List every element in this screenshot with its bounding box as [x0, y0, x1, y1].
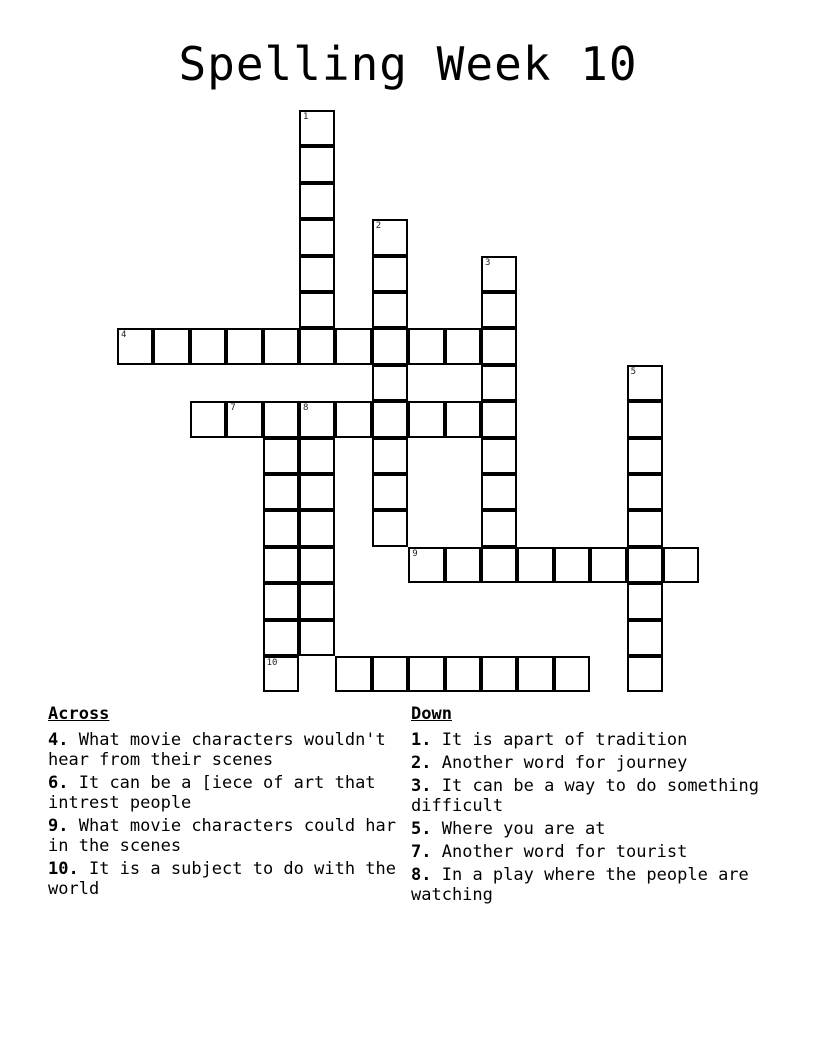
- grid-cell[interactable]: [372, 438, 408, 474]
- across-clue: [48, 730, 398, 770]
- clue-number: 9: [412, 548, 418, 559]
- grid-cell[interactable]: [372, 401, 408, 437]
- grid-cell[interactable]: [299, 474, 335, 510]
- grid-cell[interactable]: [117, 328, 153, 364]
- grid-cell[interactable]: [263, 438, 299, 474]
- grid-cell[interactable]: [299, 620, 335, 656]
- grid-cell[interactable]: [408, 547, 444, 583]
- grid-cell[interactable]: [372, 219, 408, 255]
- grid-cell[interactable]: [153, 328, 189, 364]
- clue-number: 4: [121, 330, 127, 341]
- grid-cell[interactable]: [627, 583, 663, 619]
- grid-cell[interactable]: [299, 438, 335, 474]
- grid-cell[interactable]: [263, 656, 299, 692]
- grid-cell[interactable]: [263, 328, 299, 364]
- down-heading: Down: [411, 704, 452, 724]
- clue-num: 3.: [411, 776, 432, 796]
- clue-number: 7: [230, 403, 236, 414]
- grid-cell[interactable]: [372, 328, 408, 364]
- grid-cell[interactable]: [372, 292, 408, 328]
- grid-cell[interactable]: [299, 547, 335, 583]
- grid-cell[interactable]: [335, 656, 371, 692]
- down-clue: [411, 776, 771, 816]
- grid-cell[interactable]: [554, 547, 590, 583]
- across-heading: Across: [48, 704, 110, 724]
- grid-cell[interactable]: [481, 328, 517, 364]
- grid-cell[interactable]: [299, 292, 335, 328]
- grid-cell[interactable]: [627, 401, 663, 437]
- grid-cell[interactable]: [190, 328, 226, 364]
- grid-cell[interactable]: [481, 365, 517, 401]
- grid-cell[interactable]: [481, 510, 517, 546]
- clue-num: 8.: [411, 865, 432, 885]
- clue-number: 3: [485, 257, 491, 268]
- grid-cell[interactable]: [627, 510, 663, 546]
- grid-cell[interactable]: [627, 438, 663, 474]
- grid-cell[interactable]: [299, 583, 335, 619]
- clue-text: It is apart of tradition: [441, 730, 688, 750]
- grid-cell[interactable]: [481, 256, 517, 292]
- down-clue-list: [411, 730, 771, 905]
- clue-text: It can be a way to do something difficult: [411, 776, 760, 816]
- clue-num: 1.: [411, 730, 432, 750]
- clue-number: 1: [303, 112, 309, 122]
- grid-cell[interactable]: [372, 510, 408, 546]
- down-clues: [411, 704, 771, 908]
- grid-cell[interactable]: [554, 656, 590, 692]
- grid-cell[interactable]: [627, 620, 663, 656]
- grid-cell[interactable]: [372, 474, 408, 510]
- grid-cell[interactable]: [299, 510, 335, 546]
- grid-cell[interactable]: [408, 328, 444, 364]
- grid-cell[interactable]: [445, 328, 481, 364]
- grid-cell[interactable]: [590, 547, 626, 583]
- grid-cell[interactable]: [372, 365, 408, 401]
- clue-number: 10: [266, 658, 278, 668]
- grid-cell[interactable]: [299, 219, 335, 255]
- clue-text: What movie characters wouldn't hear from their scenes: [48, 730, 386, 770]
- grid-cell[interactable]: [481, 547, 517, 583]
- down-clue: [411, 819, 771, 839]
- across-clue-list: [48, 730, 398, 899]
- clue-text: It can be a [iece of art that intrest people: [48, 773, 376, 813]
- grid-cell[interactable]: [263, 510, 299, 546]
- grid-cell[interactable]: [263, 474, 299, 510]
- grid-cell[interactable]: [263, 620, 299, 656]
- grid-cell[interactable]: [408, 656, 444, 692]
- clue-number: 5: [630, 366, 637, 377]
- across-clues: [48, 704, 398, 902]
- grid-cell[interactable]: [663, 547, 699, 583]
- grid-cell[interactable]: [299, 256, 335, 292]
- grid-cell[interactable]: [299, 183, 335, 219]
- grid-cell[interactable]: [517, 547, 553, 583]
- grid-cell[interactable]: [408, 401, 444, 437]
- grid-cell[interactable]: [445, 547, 481, 583]
- grid-cell[interactable]: [481, 292, 517, 328]
- grid-cell[interactable]: [335, 401, 371, 437]
- clue-num: 6.: [48, 773, 69, 793]
- grid-cell[interactable]: [372, 656, 408, 692]
- clue-num: 4.: [48, 730, 69, 750]
- grid-cell[interactable]: [372, 256, 408, 292]
- clue-num: 10.: [48, 859, 79, 879]
- grid-cell[interactable]: [481, 656, 517, 692]
- clue-text: Another word for journey: [441, 753, 688, 773]
- grid-cell[interactable]: [481, 474, 517, 510]
- across-clue: [48, 859, 398, 899]
- grid-cell[interactable]: [299, 110, 335, 146]
- clue-num: 5.: [411, 819, 432, 839]
- clue-number: 2: [375, 221, 382, 232]
- grid-cell[interactable]: [481, 438, 517, 474]
- clue-text: It is a subject to do with the world: [48, 859, 397, 899]
- clue-text: What movie characters could har in the scenes: [48, 816, 397, 856]
- clue-text: Where you are at: [441, 819, 606, 839]
- grid-cell[interactable]: [190, 401, 226, 437]
- page-title: Spelling Week 10: [178, 37, 638, 91]
- clue-num: 2.: [411, 753, 432, 773]
- clue-text: Another word for tourist: [441, 842, 688, 862]
- across-clue: [48, 773, 398, 813]
- grid-cell[interactable]: [263, 547, 299, 583]
- grid-cell[interactable]: [299, 146, 335, 182]
- down-clue: [411, 753, 771, 773]
- grid-cell[interactable]: [627, 365, 663, 401]
- grid-cell[interactable]: [627, 474, 663, 510]
- grid-cell[interactable]: [627, 547, 663, 583]
- grid-cell[interactable]: [299, 401, 335, 437]
- down-clue: [411, 842, 771, 862]
- grid-cell[interactable]: [263, 583, 299, 619]
- grid-cell[interactable]: [445, 656, 481, 692]
- clue-num: 9.: [48, 816, 69, 836]
- grid-cell[interactable]: [299, 328, 335, 364]
- grid-cell[interactable]: [226, 401, 262, 437]
- grid-cell[interactable]: [263, 401, 299, 437]
- down-clue: [411, 865, 771, 905]
- clue-number: 8: [303, 403, 309, 414]
- grid-cell[interactable]: [335, 328, 371, 364]
- clue-text: In a play where the people are watching: [411, 865, 749, 905]
- clue-num: 7.: [411, 842, 432, 862]
- across-clue: [48, 816, 398, 856]
- grid-cell[interactable]: [481, 401, 517, 437]
- grid-cell[interactable]: [627, 656, 663, 692]
- down-clue: [411, 730, 771, 750]
- grid-cell[interactable]: [226, 328, 262, 364]
- grid-cell[interactable]: [517, 656, 553, 692]
- grid-cell[interactable]: [445, 401, 481, 437]
